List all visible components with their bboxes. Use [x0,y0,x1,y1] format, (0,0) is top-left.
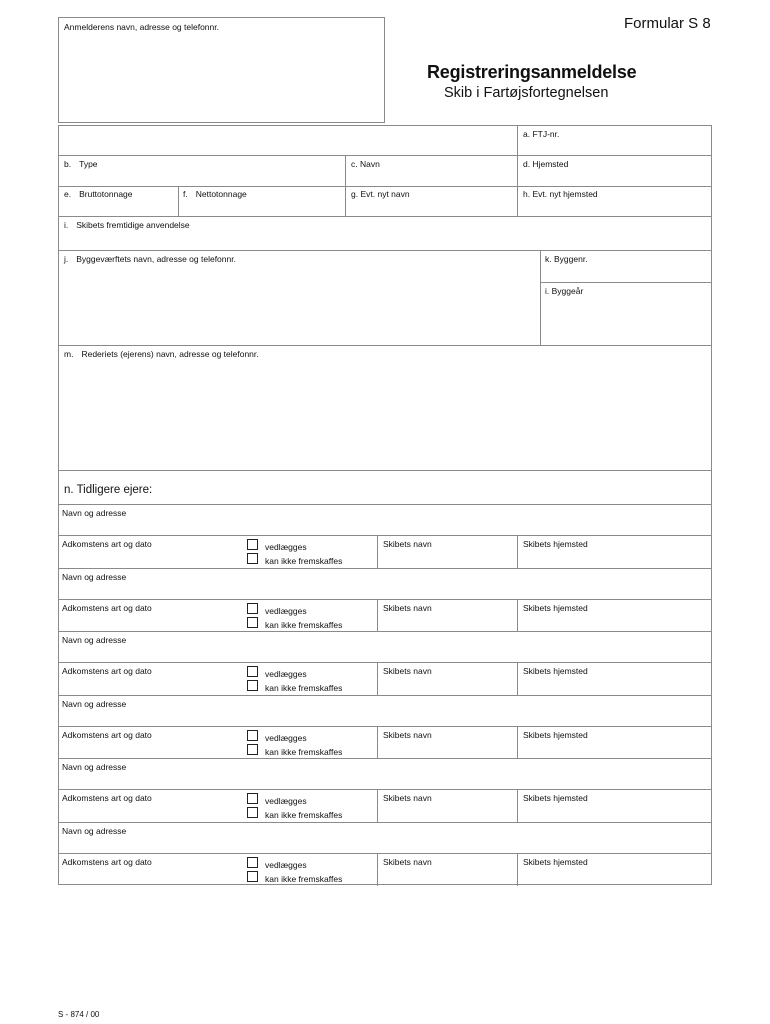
unavailable-label: kan ikke fremskaffes [265,556,343,566]
attached-checkbox[interactable] [247,539,258,550]
owner-divider [58,726,712,727]
field-m-label: m. Rederiets (ejerens) navn, adresse og telefonnr. [64,349,259,359]
col-divider [377,535,378,568]
field-d-label: d. Hjemsted [523,159,569,169]
attached-label: vedlægges [265,606,307,616]
field-k-label: k. Byggenr. [545,254,588,264]
field-a-label: a. FTJ-nr. [523,129,560,139]
owner-name-label: Navn og adresse [62,572,127,582]
owner-divider [58,568,712,569]
attached-checkbox[interactable] [247,857,258,868]
ship-home-label: Skibets hjemsted [523,857,588,867]
owner-divider [58,631,712,632]
row-divider [540,282,712,283]
col-divider [178,186,179,216]
acquisition-label: Adkomstens art og dato [62,603,152,613]
row-divider [58,345,712,346]
owner-divider [58,822,712,823]
row-divider [58,470,712,471]
unavailable-label: kan ikke fremskaffes [265,620,343,630]
attached-label: vedlægges [265,796,307,806]
field-h-label: h. Evt. nyt hjemsted [523,189,598,199]
ship-home-label: Skibets hjemsted [523,793,588,803]
owner-name-label: Navn og adresse [62,826,127,836]
col-divider [377,789,378,822]
col-divider [517,125,518,216]
acquisition-label: Adkomstens art og dato [62,539,152,549]
ship-form [58,125,712,885]
attached-checkbox[interactable] [247,730,258,741]
col-divider [540,250,541,345]
attached-label: vedlægges [265,860,307,870]
page-title: Registreringsanmeldelse [427,62,637,82]
field-build-year-label: i. Byggeår [545,286,584,296]
unavailable-label: kan ikke fremskaffes [265,683,343,693]
field-b-label: b. Type [64,159,98,169]
acquisition-label: Adkomstens art og dato [62,857,152,867]
ship-name-label: Skibets navn [383,603,432,613]
owner-divider [58,535,712,536]
col-divider [517,599,518,632]
form-number: Formular S 8 [624,15,711,32]
owner-divider [58,504,712,505]
unavailable-checkbox[interactable] [247,617,258,628]
applicant-box[interactable] [58,17,385,123]
applicant-label: Anmelderens navn, adresse og telefonnr. [64,22,219,32]
ship-home-label: Skibets hjemsted [523,603,588,613]
attached-label: vedlægges [265,542,307,552]
field-j-label: j. Byggeværftets navn, adresse og telefonnr. [64,254,236,264]
attached-checkbox[interactable] [247,793,258,804]
owner-name-label: Navn og adresse [62,699,127,709]
unavailable-checkbox[interactable] [247,553,258,564]
unavailable-label: kan ikke fremskaffes [265,747,343,757]
unavailable-checkbox[interactable] [247,680,258,691]
acquisition-label: Adkomstens art og dato [62,730,152,740]
unavailable-checkbox[interactable] [247,871,258,882]
col-divider [377,853,378,886]
row-divider [58,155,712,156]
unavailable-checkbox[interactable] [247,744,258,755]
col-divider [517,535,518,568]
col-divider [517,662,518,695]
col-divider [377,726,378,759]
acquisition-label: Adkomstens art og dato [62,793,152,803]
ship-name-label: Skibets navn [383,666,432,676]
row-divider [58,250,712,251]
attached-label: vedlægges [265,733,307,743]
ship-name-label: Skibets navn [383,857,432,867]
col-divider [517,789,518,822]
owner-name-label: Navn og adresse [62,635,127,645]
ship-name-label: Skibets navn [383,793,432,803]
owner-divider [58,789,712,790]
owner-name-label: Navn og adresse [62,762,127,772]
field-e-label: e. Bruttotonnage [64,189,133,199]
col-divider [377,599,378,632]
ship-name-label: Skibets navn [383,539,432,549]
field-g-label: g. Evt. nyt navn [351,189,410,199]
unavailable-checkbox[interactable] [247,807,258,818]
field-f-label: f. Nettotonnage [183,189,247,199]
ship-home-label: Skibets hjemsted [523,539,588,549]
owner-name-label: Navn og adresse [62,508,127,518]
owner-divider [58,758,712,759]
row-divider [58,186,712,187]
field-c-label: c. Navn [351,159,380,169]
form-code: S - 874 / 00 [58,1010,100,1019]
ship-name-label: Skibets navn [383,730,432,740]
attached-checkbox[interactable] [247,603,258,614]
ship-home-label: Skibets hjemsted [523,730,588,740]
col-divider [517,726,518,759]
col-divider [377,662,378,695]
field-i-label: i. Skibets fremtidige anvendelse [64,220,190,230]
col-divider [517,853,518,886]
acquisition-label: Adkomstens art og dato [62,666,152,676]
attached-checkbox[interactable] [247,666,258,677]
owner-divider [58,599,712,600]
owner-divider [58,695,712,696]
owner-divider [58,662,712,663]
unavailable-label: kan ikke fremskaffes [265,810,343,820]
owner-divider [58,853,712,854]
col-divider [345,155,346,216]
page-subtitle: Skib i Fartøjsfortegnelsen [444,85,609,101]
row-divider [58,216,712,217]
unavailable-label: kan ikke fremskaffes [265,874,343,884]
ship-home-label: Skibets hjemsted [523,666,588,676]
previous-owners-title: n. Tidligere ejere: [64,484,153,496]
attached-label: vedlægges [265,669,307,679]
